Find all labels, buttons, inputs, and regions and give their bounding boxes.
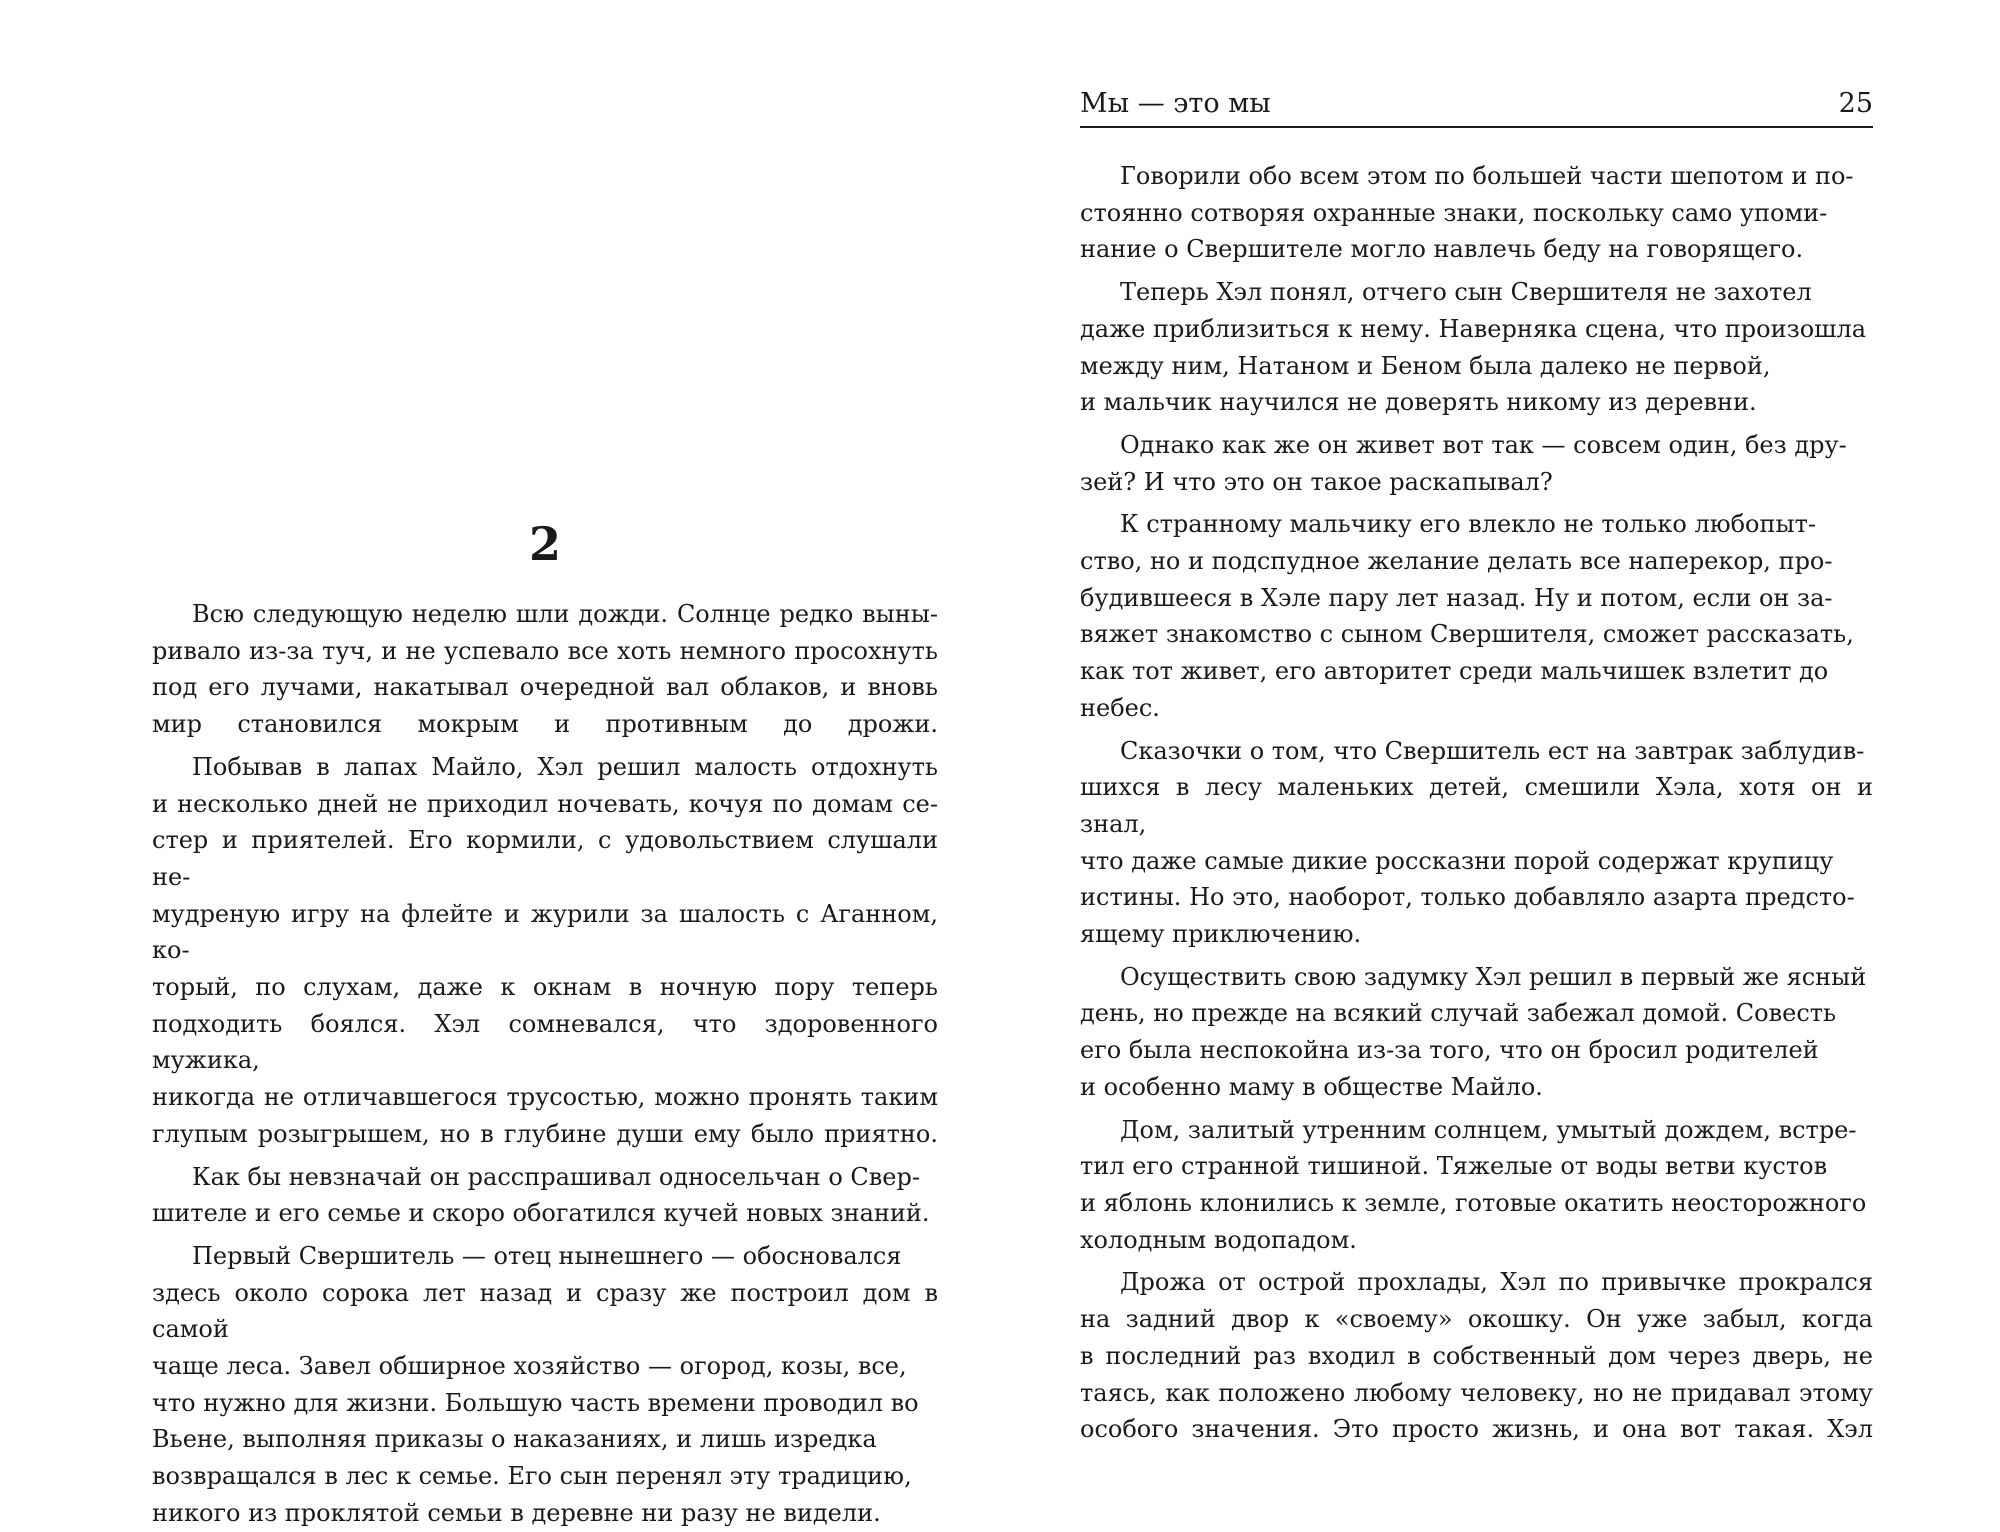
running-title: Мы — это мы — [1080, 88, 1271, 119]
left-page — [152, 0, 938, 1527]
paragraph: Побывав в лапах Майло, Хэл решил малость отдохнуть и несколько дней не приходил ночевать, кочуя по домам се- стер и приятелей. Его кормили, с удовольствием слушали не- мудреную игру на флейте и журили за шалость с Аганном, ко- торый, по слухам, даже к окнам в ночную пору теперь подходить боялся. Хэл сомневался, что здоровенного мужика, никогда не отличавшегося трусостью, можно пронять таким глупым розыгрышем, но в глубине души ему было приятно. — [152, 752, 938, 1148]
paragraph: Дом, залитый утренним солнцем, умытый дождем, встре- тил его странной тишиной. Тяжелые от воды ветви кустов и яблонь клонились к земле, готовые окатить неосторожного холодным водопадом. — [1080, 1115, 1867, 1254]
right-page-body — [1080, 158, 1873, 1448]
paragraph: Сказочки о том, что Свершитель ест на завтрак заблудив- шихся в лесу маленьких детей, смешили Хэла, хотя он и знал, что даже самые дикие россказни порой содержат крупицу истины. Но это, наоборот, только добавляло азарта предсто- ящему приключению. — [1080, 736, 1873, 949]
paragraph: Всю следующую неделю шли дожди. Солнце редко выны- ривало из-за туч, и не успевало все хоть немного просохнуть под его лучами, накатывал очередной вал облаков, и вновь мир становился мокрым и противным до дрожи. — [152, 600, 938, 739]
page-number: 25 — [1838, 88, 1873, 119]
chapter-number: 2 — [528, 517, 561, 571]
paragraph: Первый Свершитель — отец нынешнего — обосновался здесь около сорока лет назад и сразу же построил дом в самой чаще леса. Завел обширное хозяйство — огород, козы, все, что нужно для жизни. Большую часть времени проводил во Вьене, выполняя приказы о наказаниях, и лишь изредка возвращался в лес к семье. Его сын перенял эту традицию, никого из проклятой семьи в деревне ни разу не видели. — [152, 1241, 938, 1527]
left-page-body — [152, 596, 938, 1532]
paragraph: Теперь Хэл понял, отчего сын Свершителя не захотел даже приблизиться к нему. Наверняка сцена, что произошла между ним, Натаном и Беном была далеко не первой, и мальчик научился не доверять никому из деревни. — [1080, 278, 1867, 417]
paragraph: Дрожа от острой прохлады, Хэл по привычке прокрался на задний двор к «своему» окошку. Он уже забыл, когда в последний раз входил в собственный дом через дверь, не таясь, как положено любому человеку, но не придавал этому особого значения. Это просто жизнь, и она вот такая. Хэл — [1080, 1268, 1873, 1444]
paragraph: Осуществить свою задумку Хэл решил в первый же ясный день, но прежде на всякий случай забежал домой. Совесть его была неспокойна из-за того, что он бросил родителей и особенно маму в обществе Майло. — [1080, 962, 1867, 1101]
paragraph: К странному мальчику его влекло не только любопыт- ство, но и подспудное желание делать все наперекор, про- будившееся в Хэле пару лет назад. Ну и потом, если он за- вяжет знакомство с сыном Свершителя, сможет рассказать, как тот живет, его авторитет среди мальчишек взлетит до небес. — [1080, 510, 1854, 722]
paragraph: Как бы невзначай он расспрашивал односельчан о Свер- шителе и его семье и скоро обогатился кучей новых знаний. — [152, 1162, 930, 1228]
right-page — [1080, 0, 1873, 1464]
running-head — [1080, 82, 1873, 128]
paragraph: Однако как же он живет вот так — совсем один, без дру- зей? И что это он такое раскапывал? — [1080, 430, 1847, 496]
paragraph: Говорили обо всем этом по большей части шепотом и по- стоянно сотворяя охранные знаки, поскольку само упоми- нание о Свершителе могло навлечь беду на говорящего. — [1080, 162, 1854, 264]
